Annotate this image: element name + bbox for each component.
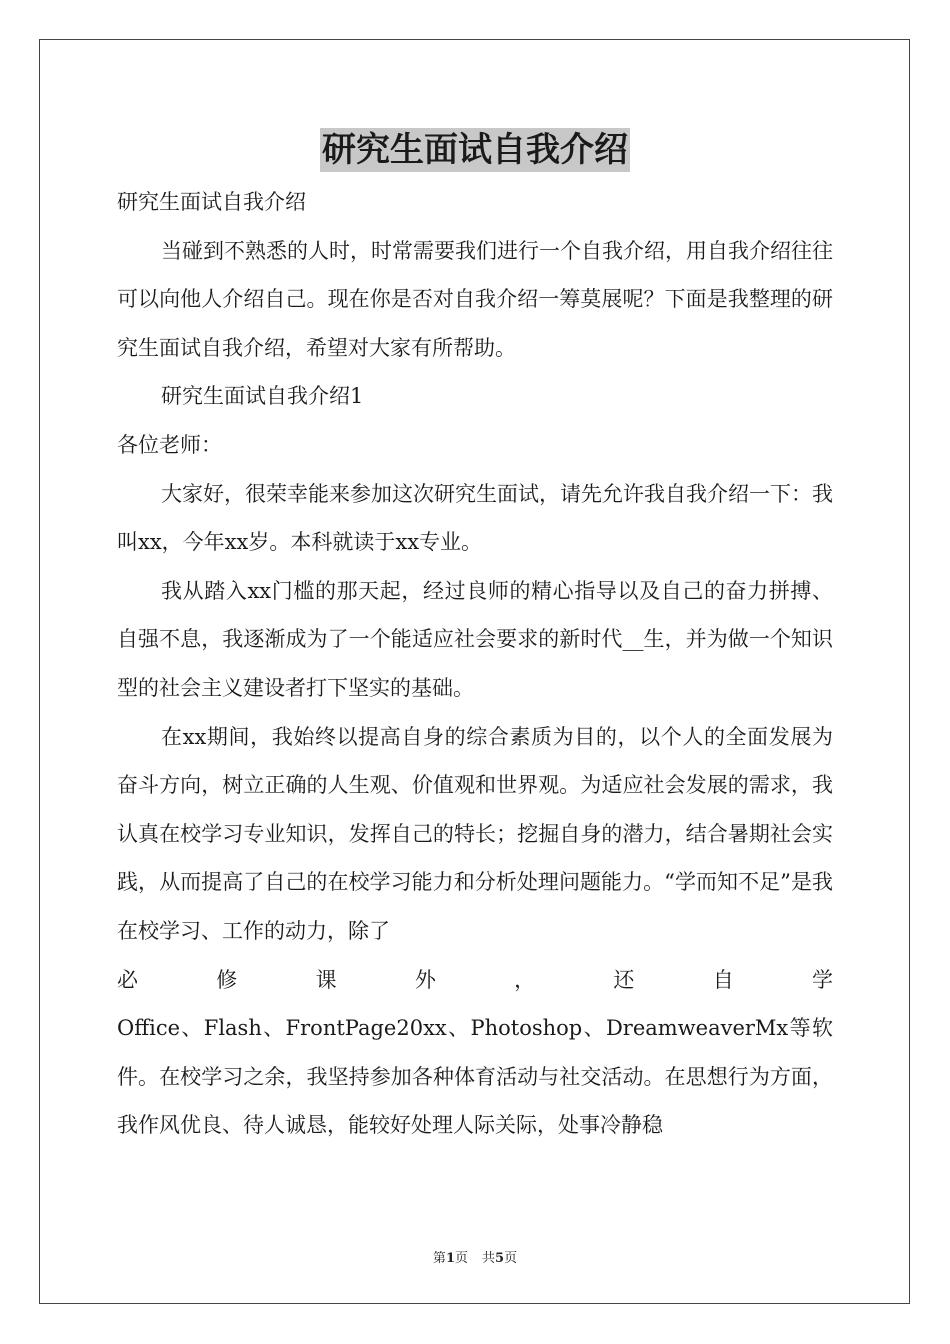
page-prefix: 第 (432, 1251, 446, 1266)
section-heading: 研究生面试自我介绍1 (161, 384, 364, 409)
title-container (0, 128, 950, 172)
page-footer (0, 1247, 950, 1266)
total-page-count: 5 (495, 1251, 505, 1266)
current-page-number: 1 (445, 1251, 455, 1266)
salutation-paragraph: 各位老师： (117, 432, 222, 457)
body-paragraph: 我从踏入xx门槛的那天起，经过良师的精心指导以及自己的奋力拼搏、自强不息，我逐渐成为了一个能适应社会要求的新时代__生，并为做一个知识型的社会主义建设者打下坚实的基础。 (117, 578, 833, 700)
intro-paragraph: 当碰到不熟悉的人时，时常需要我们进行一个自我介绍，用自我介绍往往可以向他人介绍自己。现在你是否对自我介绍一筹莫展呢？下面是我整理的研究生面试自我介绍，希望对大家有所帮助。 (117, 238, 833, 360)
document-body (117, 178, 833, 1150)
body-paragraph-spread-line: 必修课外，还自学 (117, 967, 833, 992)
document-title: 研究生面试自我介绍 (322, 130, 628, 170)
total-suffix: 页 (504, 1251, 518, 1266)
page-suffix: 页 (454, 1251, 468, 1266)
body-paragraph: 大家好，很荣幸能来参加这次研究生面试，请先允许我自我介绍一下：我叫xx，今年xx岁。本科就读于xx专业。 (117, 481, 833, 555)
body-paragraph: Office、Flash、FrontPage20xx、Photoshop、DreamweaverMx等软件。在校学习之余，我坚持参加各种体育活动与社交活动。在思想行为方面，我作风优良、待人诚恳，能较好处理人际关际，处事冷静稳 (117, 1016, 833, 1138)
subtitle-paragraph: 研究生面试自我介绍 (117, 190, 306, 214)
body-paragraph: 在xx期间，我始终以提高自身的综合素质为目的，以个人的全面发展为奋斗方向，树立正确的人生观、价值观和世界观。为适应社会发展的需求，我认真在校学习专业知识，发挥自己的特长；挖掘自身的潜力，结合暑期社会实践，从而提高了自己的在校学习能力和分析处理问题能力。“学而知不足”是我在校学习、工作的动力，除了 (117, 724, 833, 943)
total-prefix: 共 (482, 1251, 496, 1266)
